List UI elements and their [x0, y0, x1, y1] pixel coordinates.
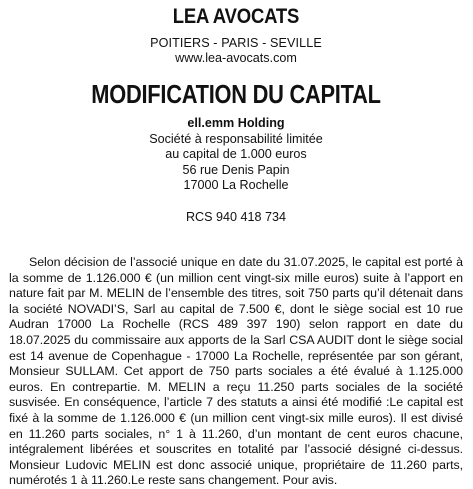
company-block: [9, 116, 463, 225]
firm-name: LEA AVOCATS: [172, 5, 300, 28]
firm-website: www.lea-avocats.com: [175, 51, 297, 65]
company-legal-form: Société à responsabilité limitée: [149, 131, 323, 146]
legal-notice: [0, 5, 473, 488]
company-name: ell.emm Holding: [187, 116, 285, 130]
company-postal-city: 17000 La Rochelle: [183, 178, 289, 192]
company-street: 56 rue Denis Papin: [182, 162, 290, 177]
notice-title: MODIFICATION DU CAPITAL: [91, 79, 381, 109]
notice-body: Selon décision de l’associé unique en date du 31.07.2025, le capital est porté à la somme de 1.126.000 € (un million cent vingt-six mille euros) suite à l’apport en nature fait par M. MELIN de l’ensemble des titres, soit 750 parts qu’il détenait dans la société NOVADI’S, Sarl au capital de 7.500 €, dont le siège social est 10 rue Audran 17000 La Rochelle (RCS 489 397 190) selon rapport en date du 18.07.2025 du commissaire aux apports de la Sarl CSA AUDIT dont le siège social est 14 avenue de Copenhague - 17000 La Rochelle, représentée par son gérant, Monsieur SULLAM. Cet apport de 750 parts sociales a été évalué à 1.125.000 euros. En contrepartie. M. MELIN a reçu 11.250 parts sociales de la société susvisée. En conséquence, l’article 7 des statuts a ainsi été modifié :Le capital est fixé à la somme de 1.126.000 € (un million cent vingt-six mille euros). Il est divisé en 11.260 parts sociales, n° 1 à 11.260, d’un montant de cent euros chacune, intégralement libérées et souscrites en totalité par l’associé désigné ci-dessus. Monsieur Ludovic MELIN est donc associé unique, propriétaire de 11.260 parts, numérotés 1 à 11.260.Le reste sans changement. Pour avis.: [9, 255, 463, 488]
company-capital: au capital de 1.000 euros: [165, 147, 307, 161]
firm-cities: POITIERS - PARIS - SEVILLE: [150, 36, 322, 50]
company-rcs: RCS 940 418 734: [185, 209, 287, 224]
